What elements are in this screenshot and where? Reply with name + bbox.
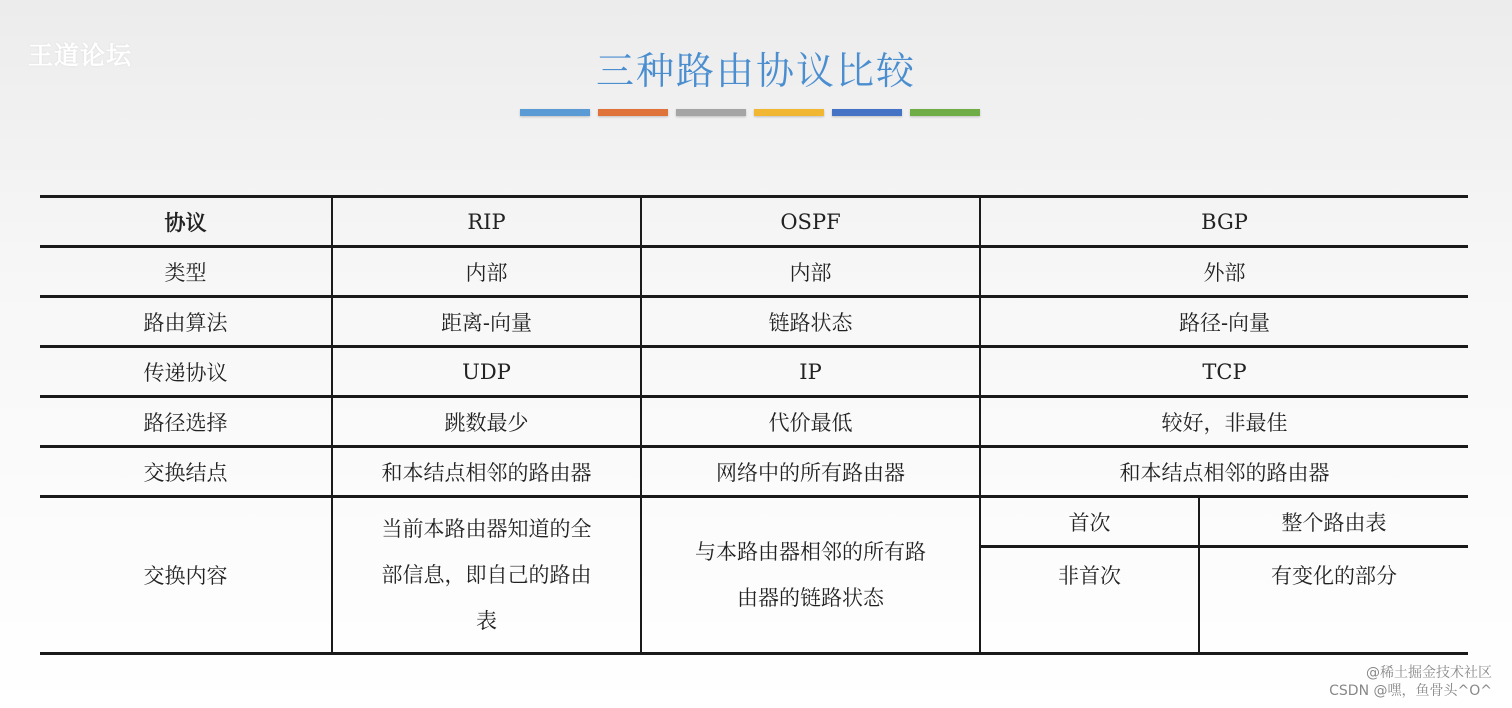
row-label: 交换结点	[40, 447, 332, 497]
table-cell: 外部	[980, 247, 1468, 297]
table-row	[40, 397, 1468, 447]
table-row	[40, 347, 1468, 397]
slide-title: 三种路由协议比较	[595, 49, 916, 93]
ospf-exchange-cell	[641, 497, 980, 654]
table-cell: 内部	[332, 247, 641, 297]
table-cell: 网络中的所有路由器	[641, 447, 980, 497]
table-cell: IP	[641, 347, 980, 397]
table-cell: UDP	[332, 347, 641, 397]
table-cell: 距离-向量	[332, 297, 641, 347]
bgp-case-subsequent: 非首次	[980, 547, 1199, 654]
bgp-content-first: 整个路由表	[1199, 497, 1468, 547]
bgp-case-first: 首次	[980, 497, 1199, 547]
table-row	[40, 247, 1468, 297]
color-bar-segment	[832, 109, 902, 116]
bgp-content-subsequent: 有变化的部分	[1199, 547, 1468, 654]
row-label: 类型	[40, 247, 332, 297]
watermark-line: CSDN @嘿，鱼骨头^O^	[1329, 683, 1492, 699]
header-cell-ospf: OSPF	[641, 197, 980, 247]
row-label: 传递协议	[40, 347, 332, 397]
table-cell: 和本结点相邻的路由器	[980, 447, 1468, 497]
color-bar-segment	[910, 109, 980, 116]
exchange-content-row	[40, 497, 1468, 547]
watermark-line: @稀土掘金技术社区	[1366, 665, 1492, 681]
ospf-exchange-line: 由器的链路状态	[737, 586, 884, 610]
table-cell: 和本结点相邻的路由器	[332, 447, 641, 497]
row-label: 路径选择	[40, 397, 332, 447]
color-bar-segment	[676, 109, 746, 116]
table-cell: 代价最低	[641, 397, 980, 447]
rip-exchange-line: 当前本路由器知道的全	[381, 517, 592, 541]
ospf-exchange-line: 与本路由器相邻的所有路	[695, 540, 926, 564]
protocol-comparison-table	[40, 195, 1468, 655]
row-label: 交换内容	[40, 497, 332, 654]
table-cell: TCP	[980, 347, 1468, 397]
watermark	[1329, 664, 1492, 700]
table-cell: 较好，非最佳	[980, 397, 1468, 447]
table-cell: 跳数最少	[332, 397, 641, 447]
rip-exchange-line: 表	[476, 609, 497, 633]
table-cell: 链路状态	[641, 297, 980, 347]
table-row	[40, 447, 1468, 497]
table-row	[40, 297, 1468, 347]
color-bar	[520, 109, 980, 116]
color-bar-segment	[754, 109, 824, 116]
row-label: 路由算法	[40, 297, 332, 347]
header-cell-bgp: BGP	[980, 197, 1468, 247]
color-bar-segment	[520, 109, 590, 116]
table-cell: 路径-向量	[980, 297, 1468, 347]
header-cell-rip: RIP	[332, 197, 641, 247]
logo: 王道论坛	[28, 41, 133, 70]
header-cell-protocol: 协议	[40, 197, 332, 247]
rip-exchange-line: 部信息，即自己的路由	[381, 563, 592, 587]
rip-exchange-cell	[332, 497, 641, 654]
color-bar-segment	[598, 109, 668, 116]
table-cell: 内部	[641, 247, 980, 297]
table-header-row	[40, 197, 1468, 247]
